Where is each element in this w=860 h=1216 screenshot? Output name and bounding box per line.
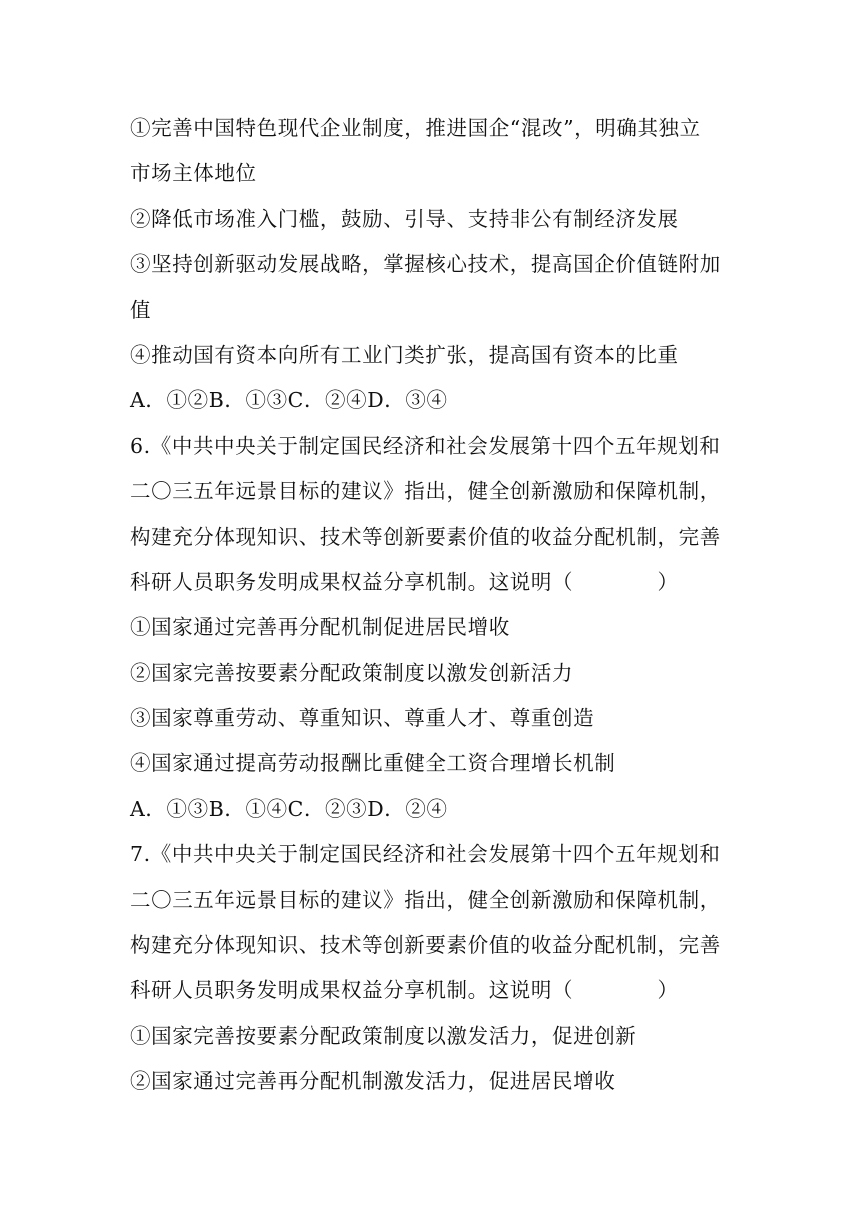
q6-option-4: ④国家通过提高劳动报酬比重健全工资合理增长机制 — [130, 751, 616, 776]
document-page — [130, 106, 742, 1105]
q7-option-2: ②国家通过完善再分配机制激发活力，促进居民增收 — [130, 1069, 616, 1094]
q6-stem-line-3: 构建充分体现知识、技术等创新要素价值的收益分配机制，完善 — [130, 524, 721, 549]
q5-answer-choices: A．①②B．①③C．②④D．③④ — [130, 388, 448, 413]
q6-answer-choices: A．①③B．①④C．②③D．②④ — [130, 796, 448, 821]
q6-stem-line-2: 二〇三五年远景目标的建议》指出，健全创新激励和保障机制， — [130, 479, 721, 504]
q5-option-1-line-2: 市场主体地位 — [130, 161, 257, 186]
q7-option-1: ①国家完善按要素分配政策制度以激发活力，促进创新 — [130, 1023, 637, 1048]
q7-stem-line-2: 二〇三五年远景目标的建议》指出，健全创新激励和保障机制， — [130, 887, 721, 912]
q6-option-2: ②国家完善按要素分配政策制度以激发创新活力 — [130, 660, 574, 685]
q5-option-1-line-1: ①完善中国特色现代企业制度，推进国企“混改”，明确其独立 — [130, 116, 701, 140]
q7-stem-line-4: 科研人员职务发明成果权益分享机制。这说明（ ） — [130, 978, 679, 1003]
q6-stem-line-1: 6.《中共中央关于制定国民经济和社会发展第十四个五年规划和 — [130, 433, 721, 458]
q7-stem-line-1: 7.《中共中央关于制定国民经济和社会发展第十四个五年规划和 — [130, 842, 721, 867]
q6-option-1: ①国家通过完善再分配机制促进居民增收 — [130, 615, 510, 640]
q6-stem-line-4: 科研人员职务发明成果权益分享机制。这说明（ ） — [130, 569, 679, 594]
q5-option-3-line-2: 值 — [130, 297, 152, 322]
q6-option-3: ③国家尊重劳动、尊重知识、尊重人才、尊重创造 — [130, 706, 595, 731]
q5-option-4: ④推动国有资本向所有工业门类扩张，提高国有资本的比重 — [130, 342, 679, 367]
q7-stem-line-3: 构建充分体现知识、技术等创新要素价值的收益分配机制，完善 — [130, 933, 721, 958]
q5-option-2: ②降低市场准入门槛，鼓励、引导、支持非公有制经济发展 — [130, 206, 679, 231]
q5-option-3-line-1: ③坚持创新驱动发展战略，掌握核心技术，提高国企价值链附加 — [130, 252, 721, 277]
